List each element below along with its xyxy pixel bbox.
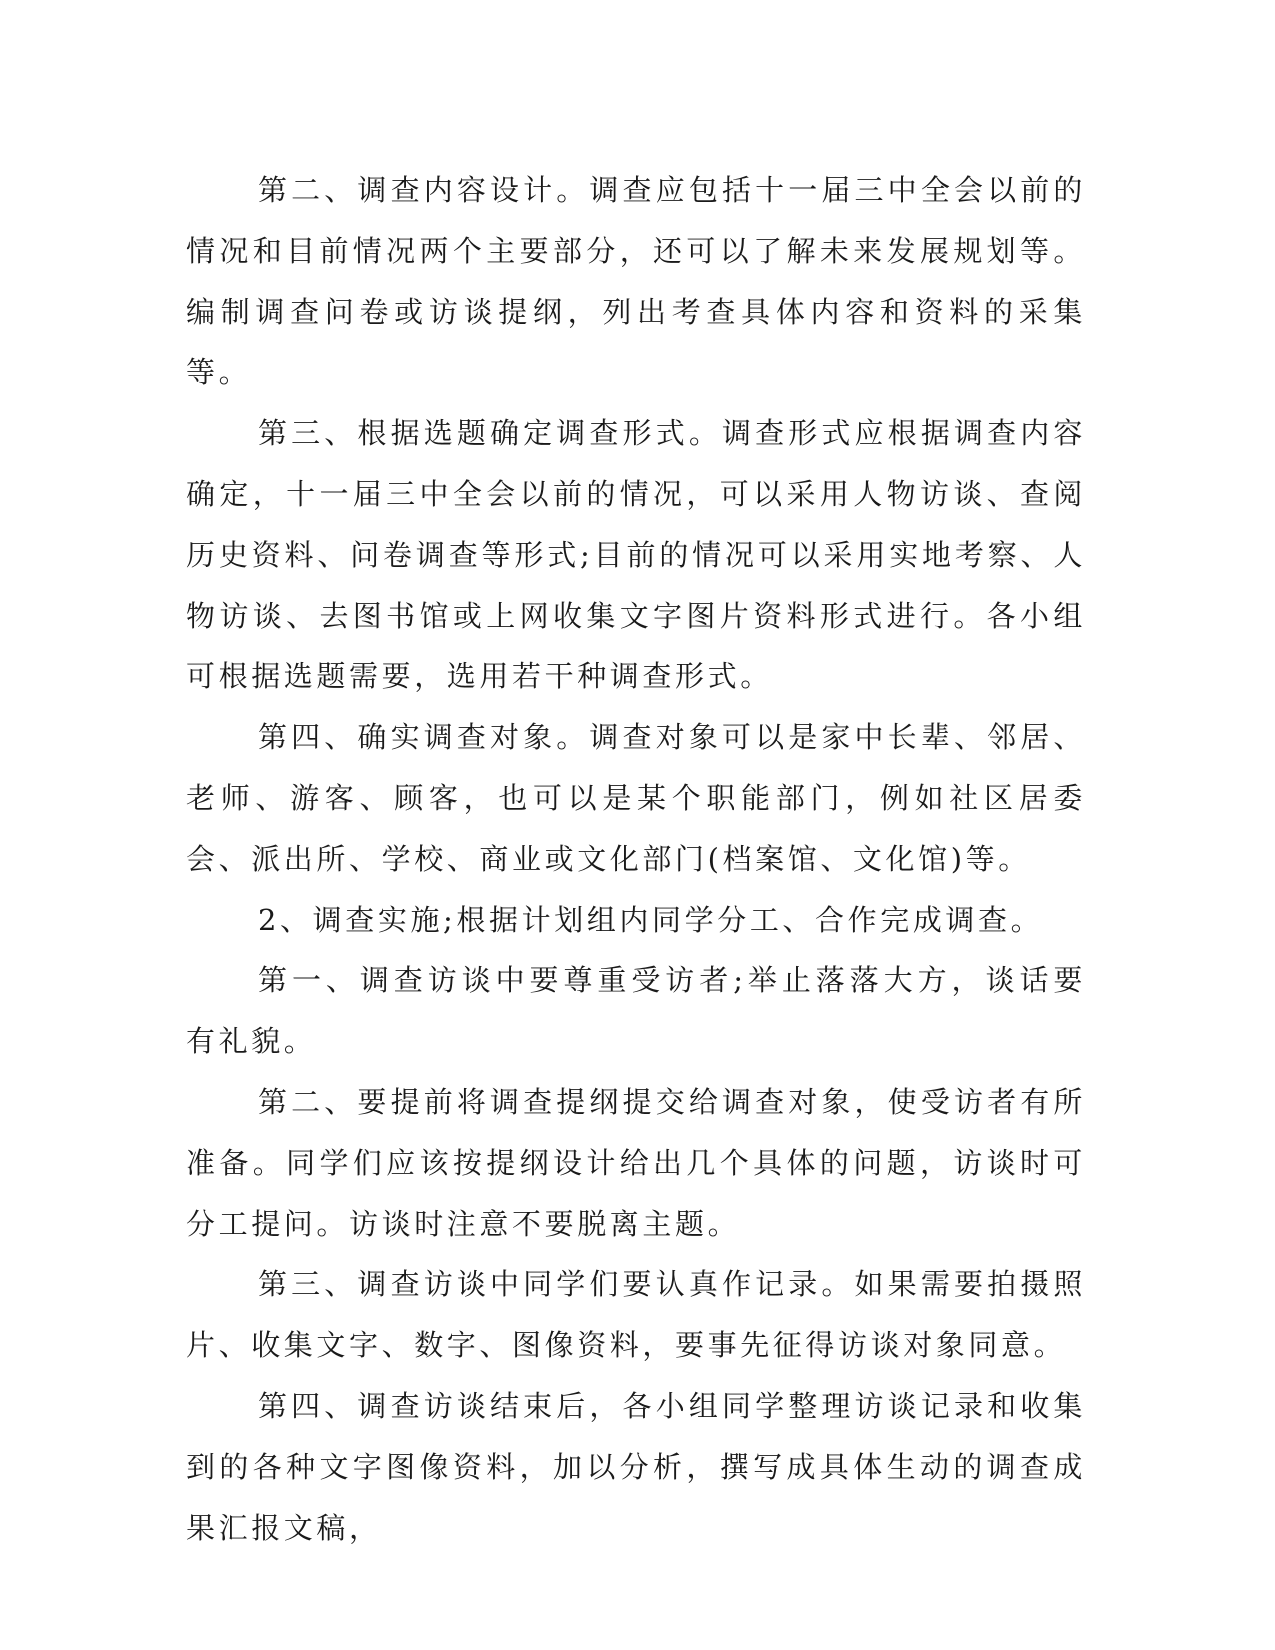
paragraph-survey-implementation: 2、调查实施;根据计划组内同学分工、合作完成调查。 [258, 902, 1044, 937]
paragraph-respect-interviewee: 第一、调查访谈中要尊重受访者;举止落落大方，谈话要有礼貌。 [186, 963, 1086, 1059]
paragraph-survey-form: 第三、根据选题确定调查形式。调查形式应根据调查内容确定，十一届三中全会以前的情况，可以采用人物访谈、查阅历史资料、问卷调查等形式;目前的情况可以采用实地考察、人物访谈、去图书馆或上网收集文字图片资料形式进行。各小组可根据选题需要，选用若干种调查形式。 [186, 416, 1086, 694]
paragraph-content-design: 第二、调查内容设计。调查应包括十一届三中全会以前的情况和目前情况两个主要部分，还可以了解未来发展规划等。编制调查问卷或访谈提纲，列出考查具体内容和资料的采集等。 [186, 173, 1086, 390]
paragraph-submit-outline: 第二、要提前将调查提纲提交给调查对象，使受访者有所准备。同学们应该按提纲设计给出几个具体的问题，访谈时可分工提问。访谈时注意不要脱离主题。 [186, 1084, 1086, 1241]
paragraph-after-interview: 第四、调查访谈结束后，各小组同学整理访谈记录和收集到的各种文字图像资料，加以分析，撰写成具体生动的调查成果汇报文稿， [186, 1388, 1086, 1545]
paragraph-survey-target: 第四、确实调查对象。调查对象可以是家中长辈、邻居、老师、游客、顾客，也可以是某个职能部门，例如社区居委会、派出所、学校、商业或文化部门(档案馆、文化馆)等。 [186, 720, 1086, 876]
paragraph-take-notes: 第三、调查访谈中同学们要认真作记录。如果需要拍摄照片、收集文字、数字、图像资料，要事先征得访谈对象同意。 [186, 1267, 1086, 1363]
document-body [186, 160, 1086, 1558]
